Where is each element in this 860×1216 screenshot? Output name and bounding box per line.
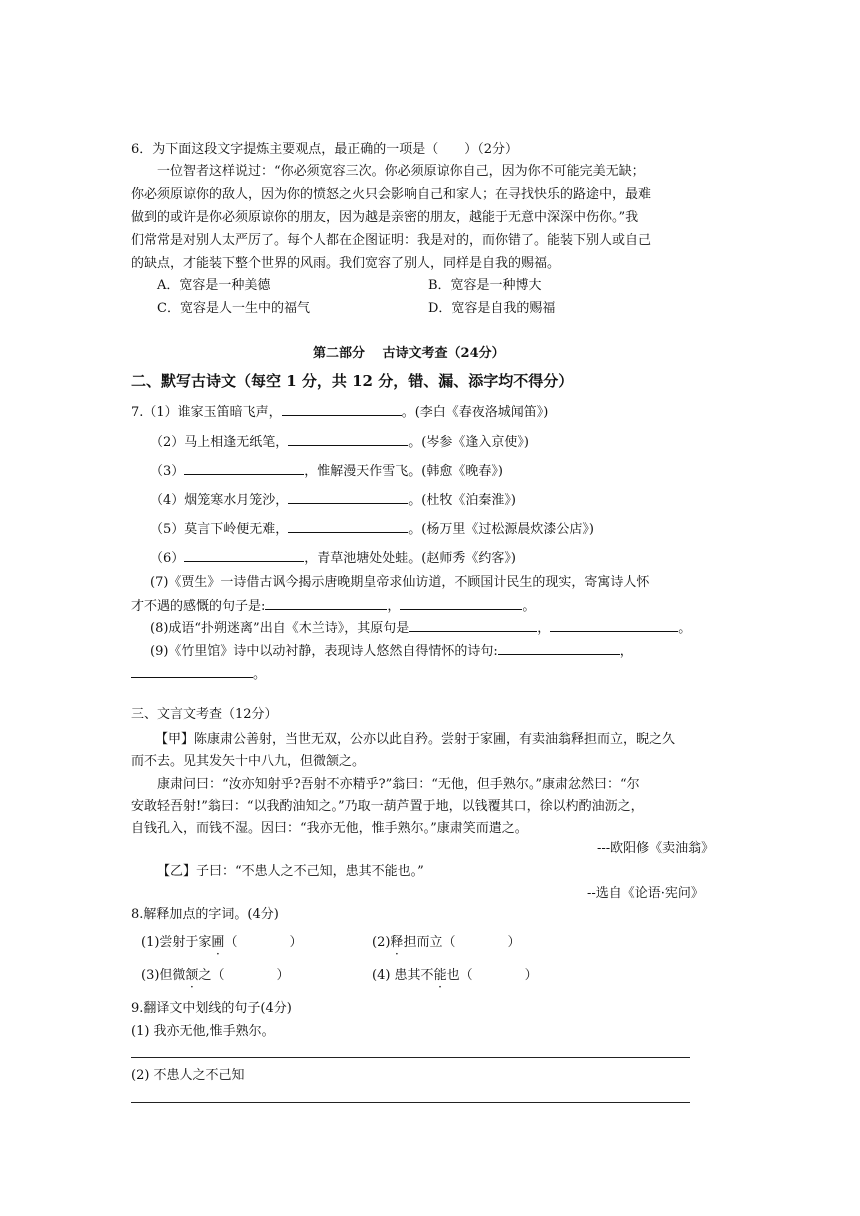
answer-blank[interactable] [282, 402, 402, 416]
q6-stem: 6．为下面这段文字提炼主要观点，最正确的一项是（ ）（2分） [131, 142, 519, 157]
answer-blank[interactable] [550, 618, 678, 632]
dotted-char: 颔 [185, 968, 199, 983]
answer-blank[interactable] [409, 618, 537, 632]
answer-blank[interactable] [288, 519, 408, 533]
q7-line-7a: (7)《贾生》一诗借古讽今揭示唐晚期皇帝求仙访道，不顾国计民生的现实，寄寓诗人怀 [150, 575, 650, 590]
q6-option-a: A．宽容是一种美德 [157, 278, 271, 293]
q8-stem: 8.解释加点的字词。(4分) [131, 907, 279, 922]
q9-sentence-1: (1) 我亦无他,惟手熟尔。 [131, 1024, 275, 1039]
dotted-char: 释 [390, 935, 404, 950]
q8-item-3: (3)但微颔之（ ） [141, 968, 290, 983]
passage-yi: 【乙】子曰：“不患人之不己知，患其不能也。” [157, 864, 424, 879]
part2-title: 第二部分 古诗文考查（24分） [313, 346, 505, 361]
answer-blank[interactable] [498, 641, 620, 655]
q7-line-9-cont: 。 [131, 664, 266, 684]
answer-blank[interactable] [288, 490, 408, 504]
answer-blank[interactable] [184, 548, 304, 562]
q6-passage-line: 一位智者这样说过：“你必须宽容三次。你必须原谅你自己，因为你不可能完美无缺； [157, 164, 645, 179]
q6-passage-line: 的缺点，才能装下整个世界的风雨。我们宽容了别人，同样是自我的赐福。 [131, 256, 561, 271]
q7-line-2: （2）马上相逢无纸笔， 。(岑参《逢入京使》) [150, 432, 529, 452]
answer-blank[interactable] [288, 432, 408, 446]
dotted-char: 能 [433, 968, 447, 983]
section2-heading: 二、默写古诗文（每空 1 分，共 12 分，错、漏、添字均不得分） [131, 372, 574, 390]
q7-line-6: （6） ，青草池塘处处蛙。(赵师秀《约客》) [150, 548, 516, 568]
passage-jia-source: ---欧阳修《卖油翁》 [597, 841, 715, 856]
q6-passage-line: 们常常是对别人太严厉了。每个人都在企图证明：我是对的，而你错了。能装下别人或自己 [131, 233, 652, 248]
q7-line-4: （4）烟笼寒水月笼沙， 。(杜牧《泊秦淮》) [150, 490, 516, 510]
q9-sentence-2: (2) 不患人之不己知 [131, 1068, 245, 1083]
q6-option-b: B．宽容是一种博大 [428, 278, 542, 293]
passage-yi-source: --选自《论语·宪问》 [587, 886, 704, 901]
answer-blank[interactable] [184, 461, 304, 475]
answer-blank[interactable] [400, 596, 522, 610]
passage-jia-line: 【甲】陈康肃公善射，当世无双，公亦以此自矜。尝射于家圃，有卖油翁释担而立，睨之久 [155, 732, 676, 747]
answer-blank[interactable] [265, 596, 387, 610]
q6-option-d: D．宽容是自我的赐福 [428, 301, 556, 316]
q6-passage-line: 做到的或许是你必须原谅你的朋友，因为越是亲密的朋友，越能于无意中深深中伤你。”我 [131, 210, 639, 225]
q7-line-8: (8)成语“扑朔迷离”出自《木兰诗》，其原句是 ， 。 [150, 618, 691, 638]
dotted-char: 圃 [211, 935, 225, 950]
answer-blank[interactable] [131, 664, 253, 678]
answer-line[interactable] [131, 1057, 690, 1058]
section3-heading: 三、文言文考查（12分） [131, 707, 278, 722]
passage-jia-line: 康肃问曰：“汝亦知射乎?吾射不亦精乎?”翁曰：“无他，但手熟尔。”康肃忿然曰：“尔 [157, 777, 640, 792]
passage-jia-line: 安敢轻吾射!”翁曰：“以我酌油知之。”乃取一葫芦置于地，以钱覆其口，徐以杓酌油沥之， [131, 799, 644, 814]
q9-stem: 9.翻译文中划线的句子(4分) [131, 1001, 292, 1016]
q7-line-7b: 才不遇的感慨的句子是: ， 。 [131, 596, 535, 616]
q8-item-4: (4) 患其不能也（ ） [372, 968, 538, 983]
answer-line[interactable] [131, 1102, 690, 1103]
q6-option-c: C．宽容是人一生中的福气 [157, 301, 310, 316]
q7-line-9: (9)《竹里馆》诗中以动衬静，表现诗人悠然自得情怀的诗句: ， [150, 641, 633, 661]
q7-line-5: （5）莫言下岭便无难， 。(杨万里《过松源晨炊漆公店》) [150, 519, 594, 539]
q7-line-3: （3） ，惟解漫天作雪飞。(韩愈《晚春》) [150, 461, 503, 481]
passage-jia-line: 而不去。见其发矢十中八九，但微颔之。 [131, 754, 366, 769]
q6-passage-line: 你必须原谅你的敌人，因为你的愤怒之火只会影响自己和家人；在寻找快乐的路途中，最难 [131, 187, 652, 202]
q8-item-2: (2)释担而立（ ） [372, 935, 521, 950]
q7-line-1: 7.（1）谁家玉笛暗飞声， 。(李白《春夜洛城闻笛》) [131, 402, 548, 422]
q8-item-1: (1)尝射于家圃（ ） [141, 935, 303, 950]
passage-jia-line: 自钱孔入，而钱不湿。因曰：“我亦无他，惟手熟尔。”康肃笑而遣之。 [131, 821, 528, 836]
